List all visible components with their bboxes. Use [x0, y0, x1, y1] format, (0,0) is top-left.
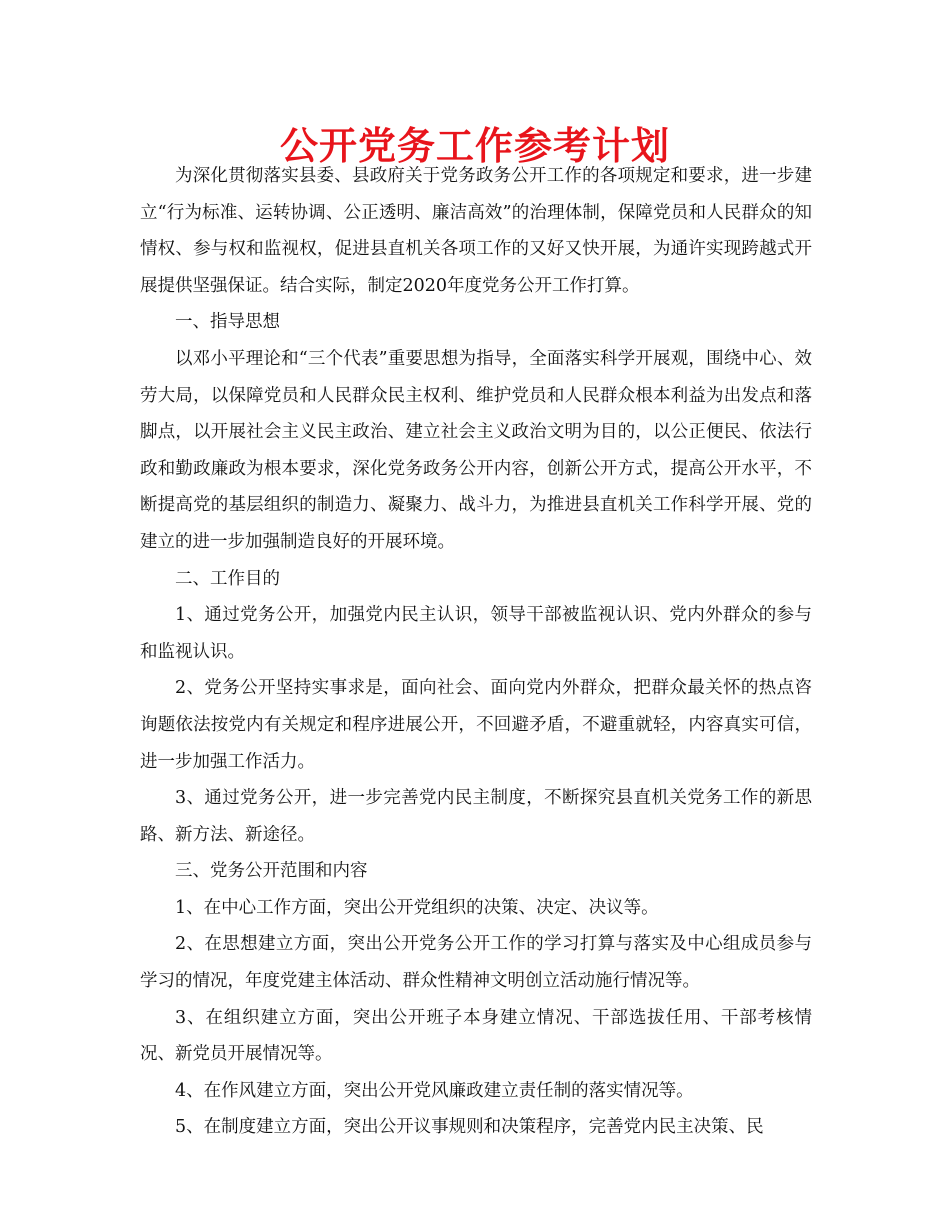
paragraph-scope-1: 1、在中心工作方面，突出公开党组织的决策、决定、决议等。 — [175, 897, 659, 918]
paragraph-goal-1: 1、通过党务公开，加强党内民主认识，领导干部被监视认识、党内外群众的参与和监视认识。 — [140, 605, 812, 662]
paragraph-goal-3: 3、通过党务公开，进一步完善党内民主制度，不断探究县直机关党务工作的新思路、新方法、新途径。 — [140, 788, 812, 845]
section-heading-scope-content: 三、党务公开范围和内容 — [175, 861, 368, 882]
paragraph-intro: 为深化贯彻落实县委、县政府关于党务政务公开工作的各项规定和要求，进一步建立“行为标准、运转协调、公正透明、廉洁高效”的治理体制，保障党员和人民群众的知情权、参与权和监视权，促进县直机关各项工作的又好又快开展，为通许实现跨越式开展提供坚强保证。结合实际，制定2020年度党务公开工作打算。 — [140, 166, 812, 296]
paragraph-goal-2: 2、党务公开坚持实事求是，面向社会、面向党内外群众，把群众最关怀的热点咨询题依法按党内有关规定和程序进展公开，不回避矛盾，不避重就轻，内容真实可信，进一步加强工作活力。 — [140, 678, 812, 772]
section-heading-work-goals: 二、工作目的 — [175, 568, 280, 589]
paragraph-scope-2: 2、在思想建立方面，突出公开党务公开工作的学习打算与落实及中心组成员参与学习的情况，年度党建主体活动、群众性精神文明创立活动施行情况等。 — [140, 934, 812, 992]
paragraph-scope-3: 3、在组织建立方面，突出公开班子本身建立情况、干部选拔任用、干部考核情况、新党员开展情况等。 — [140, 1007, 812, 1065]
paragraph-scope-5: 5、在制度建立方面，突出公开议事规则和决策程序，完善党内民主决策、民 — [175, 1117, 764, 1138]
document-title: 公开党务工作参考计划 — [279, 124, 670, 168]
document-body — [140, 158, 812, 1146]
paragraph-scope-4: 4、在作风建立方面，突出公开党风廉政建立责任制的落实情况等。 — [175, 1080, 694, 1101]
section-heading-guiding-ideology: 一、指导思想 — [175, 312, 280, 333]
paragraph-guiding-ideology: 以邓小平理论和“三个代表”重要思想为指导，全面落实科学开展观，围绕中心、效劳大局，以保障党员和人民群众民主权利、维护党员和人民群众根本利益为出发点和落脚点，以开展社会主义民主政治、建立社会主义政治文明为目的，以公正便民、依法行政和勤政廉政为根本要求，深化党务政务公开内容，创新公开方式，提高公开水平，不断提高党的基层组织的制造力、凝聚力、战斗力，为推进县直机关工作科学开展、党的建立的进一步加强制造良好的开展环境。 — [140, 348, 812, 552]
